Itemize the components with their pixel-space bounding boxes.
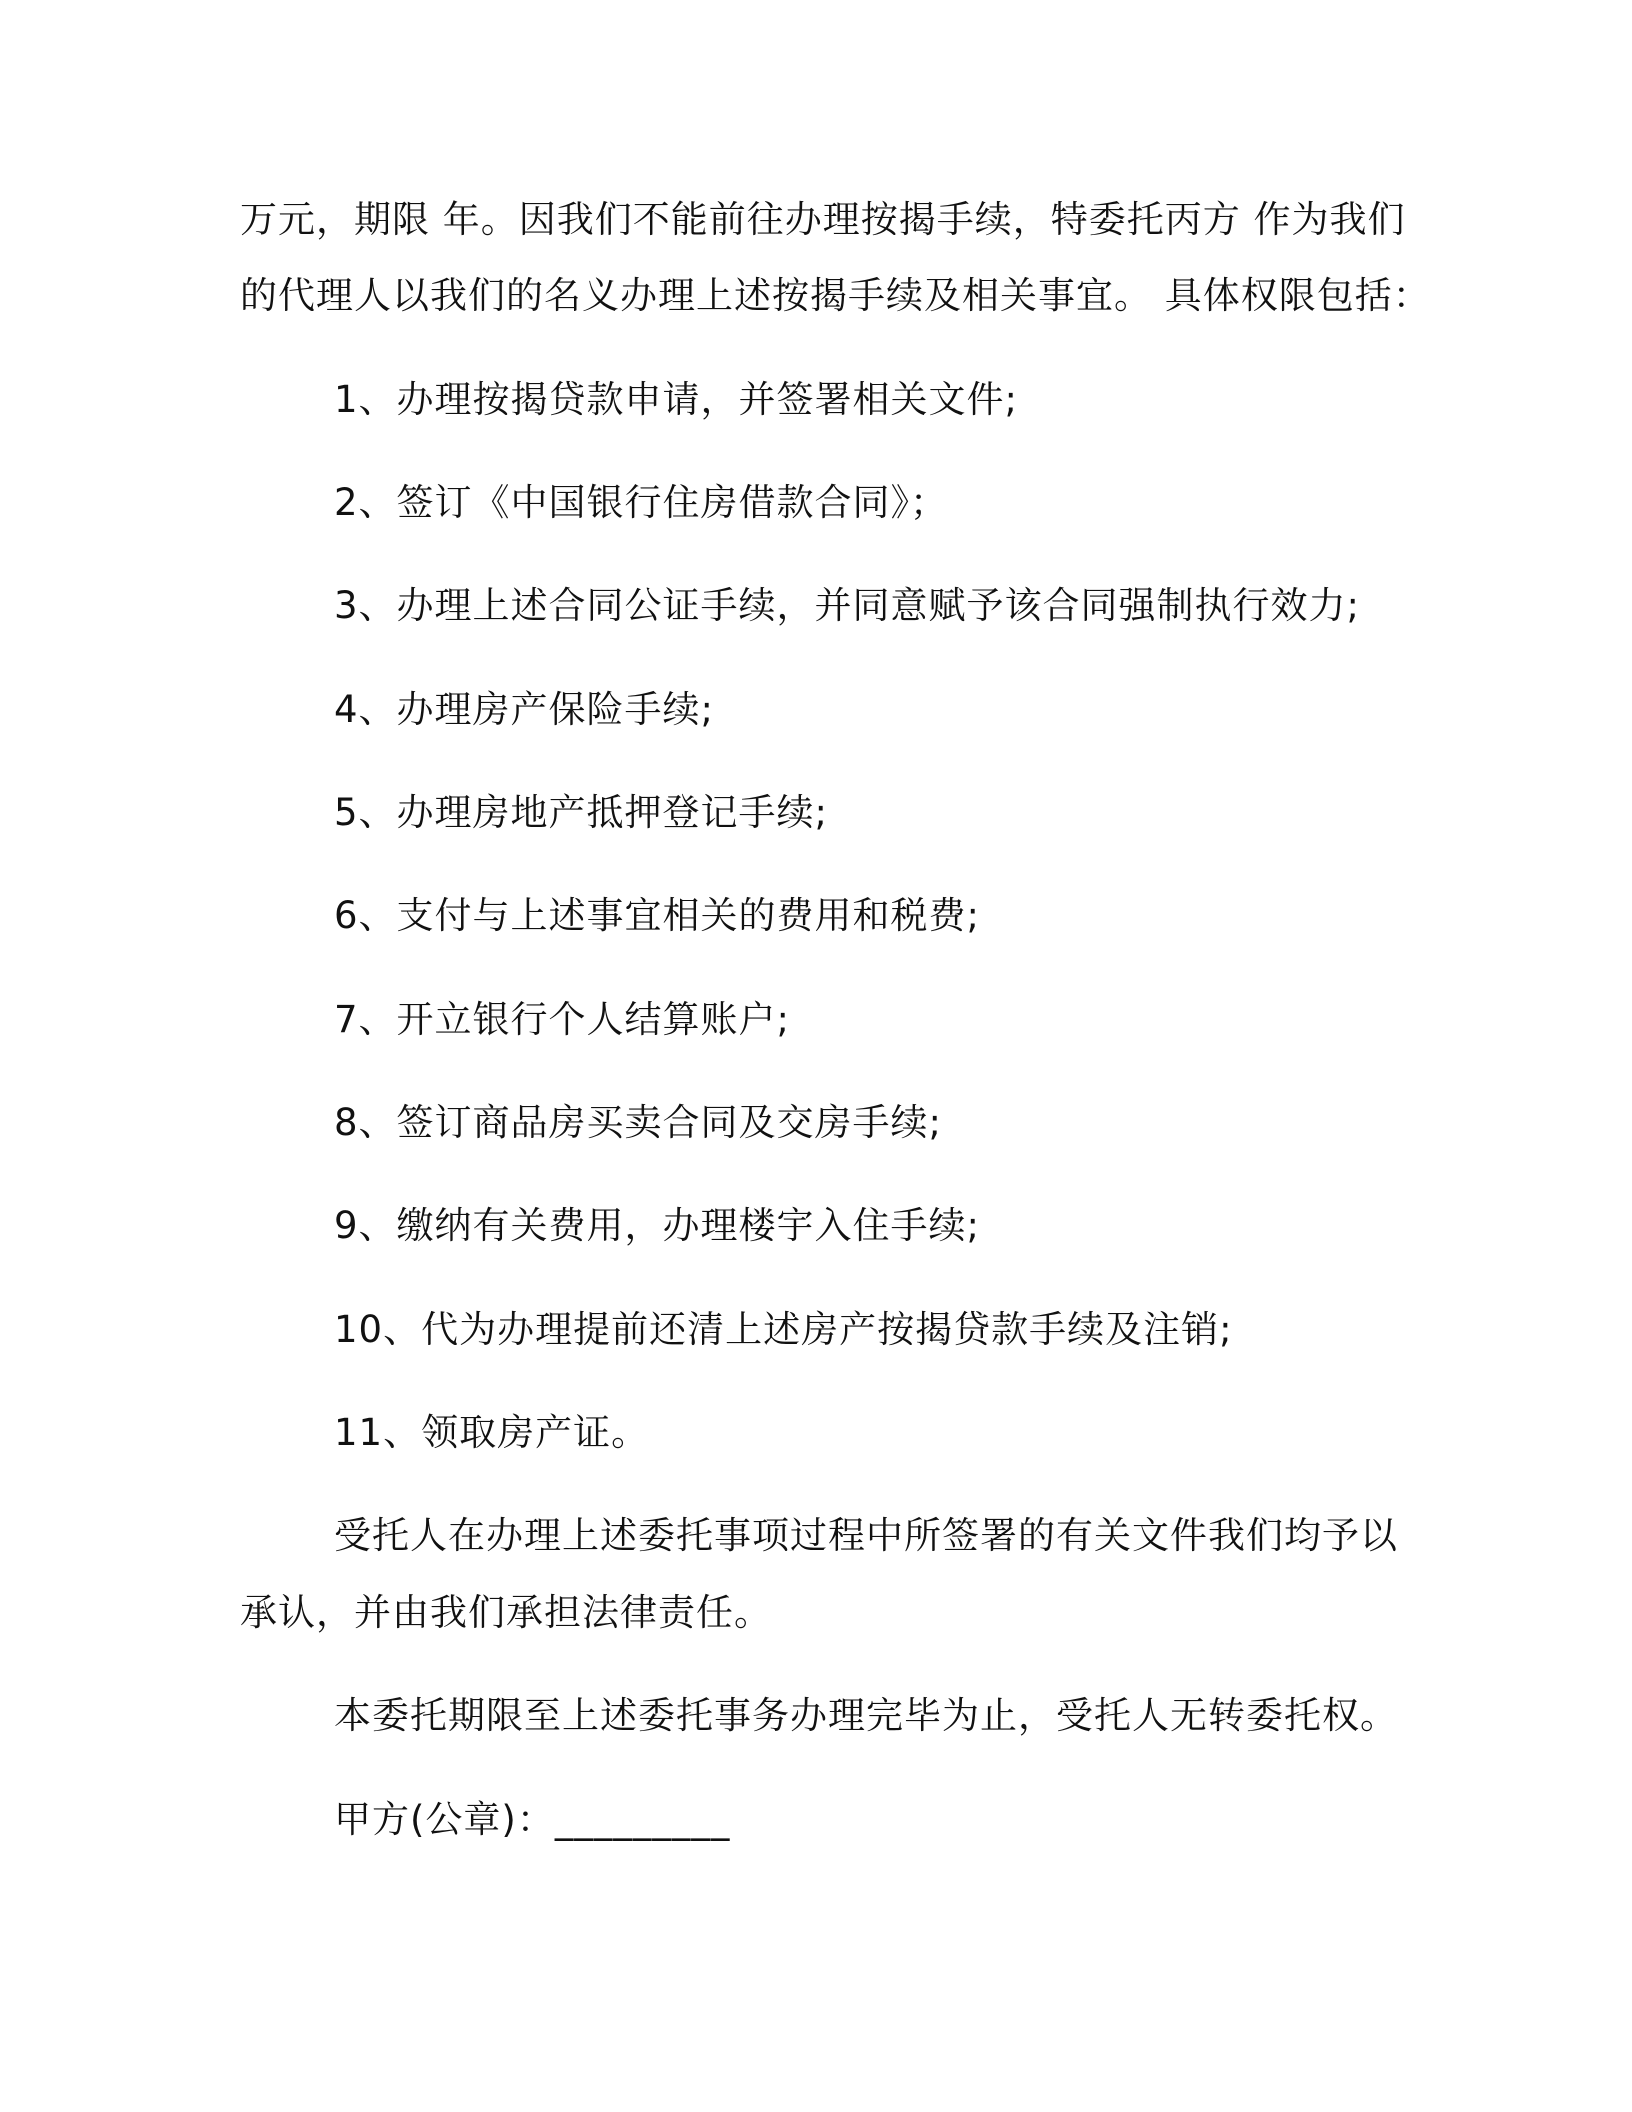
list-item: 9、缴纳有关费用，办理楼宇入住手续; bbox=[334, 1204, 981, 1247]
intro-line-1: 万元，期限 年。因我们不能前往办理按揭手续，特委托丙方 作为我们 bbox=[240, 198, 1406, 241]
term-statement: 本委托期限至上述委托事务办理完毕为止，受托人无转委托权。 bbox=[334, 1694, 1398, 1737]
list-item: 6、支付与上述事宜相关的费用和税费; bbox=[334, 894, 981, 937]
acknowledge-line-1: 受托人在办理上述委托事项过程中所签署的有关文件我们均予以 bbox=[334, 1514, 1398, 1557]
list-item: 4、办理房产保险手续; bbox=[334, 688, 715, 731]
intro-line-2: 的代理人以我们的名义办理上述按揭手续及相关事宜。 具体权限包括： bbox=[240, 274, 1431, 317]
list-item: 1、办理按揭贷款申请，并签署相关文件; bbox=[334, 378, 1019, 421]
list-item: 2、签订《中国银行住房借款合同》； bbox=[334, 481, 949, 524]
list-item: 7、开立银行个人结算账户; bbox=[334, 998, 791, 1041]
list-item: 11、领取房产证。 bbox=[334, 1411, 650, 1454]
party-a-signature-line: 甲方(公章)：_________ bbox=[334, 1798, 731, 1841]
list-item: 5、办理房地产抵押登记手续; bbox=[334, 791, 829, 834]
list-item: 10、代为办理提前还清上述房产按揭贷款手续及注销; bbox=[334, 1308, 1233, 1351]
list-item: 8、签订商品房买卖合同及交房手续; bbox=[334, 1101, 943, 1144]
acknowledge-line-2: 承认，并由我们承担法律责任。 bbox=[240, 1591, 772, 1634]
list-item: 3、办理上述合同公证手续，并同意赋予该合同强制执行效力; bbox=[334, 584, 1361, 627]
